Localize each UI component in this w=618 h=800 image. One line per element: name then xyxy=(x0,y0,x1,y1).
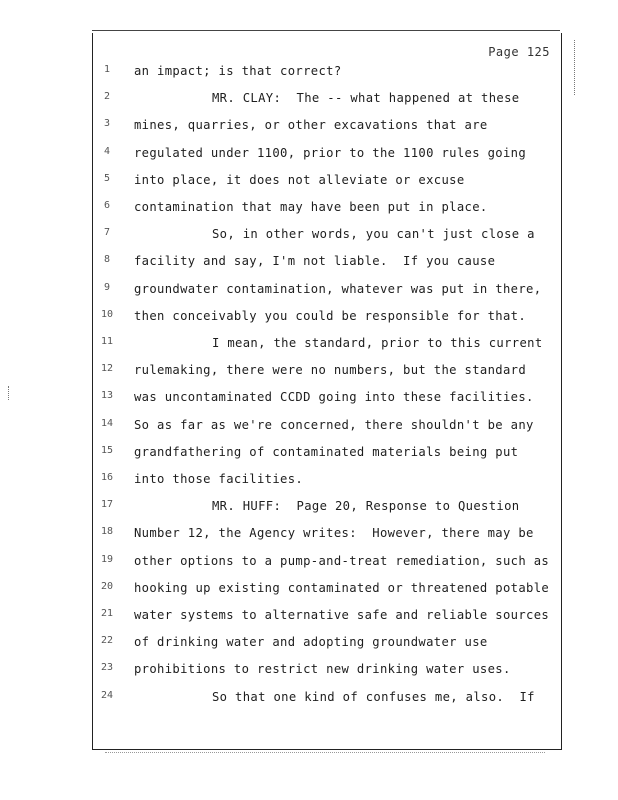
transcript-line xyxy=(0,608,618,634)
line-number: 19 xyxy=(100,553,114,565)
transcript-line xyxy=(0,254,618,280)
transcript-line xyxy=(0,472,618,498)
line-number: 16 xyxy=(100,472,114,483)
line-number: 5 xyxy=(103,172,111,184)
transcript-line xyxy=(0,499,618,525)
line-text: facility and say, I'm not liable. If you cause xyxy=(134,254,496,269)
line-text: I mean, the standard, prior to this current xyxy=(212,336,543,350)
transcript-line xyxy=(0,200,618,226)
transcript-line xyxy=(0,635,618,661)
line-number: 11 xyxy=(100,336,114,347)
line-text: MR. CLAY: The -- what happened at these xyxy=(212,91,520,106)
transcript-line xyxy=(0,146,618,172)
line-text: grandfathering of contaminated materials being put xyxy=(134,444,519,459)
line-text: MR. HUFF: Page 20, Response to Question xyxy=(212,499,520,514)
line-text: water systems to alternative safe and reliable sources xyxy=(134,608,550,622)
line-text: rulemaking, there were no numbers, but the standard xyxy=(134,363,527,378)
line-text: hooking up existing contaminated or threatened potable xyxy=(134,580,550,595)
line-text: So as far as we're concerned, there shouldn't be any xyxy=(134,417,534,432)
line-number: 4 xyxy=(103,145,111,157)
top-rule xyxy=(92,30,560,31)
line-number: 23 xyxy=(100,662,114,674)
line-text: into those facilities. xyxy=(134,472,304,486)
transcript-line xyxy=(0,390,618,416)
line-text: So, in other words, you can't just close a xyxy=(212,227,535,242)
line-number: 22 xyxy=(100,635,114,647)
transcript-line xyxy=(0,526,618,552)
line-number: 6 xyxy=(103,200,111,211)
line-number: 9 xyxy=(103,281,111,293)
transcript-line xyxy=(0,581,618,607)
line-text: an impact; is that correct? xyxy=(134,64,342,78)
line-text: then conceivably you could be responsible for that. xyxy=(134,308,527,323)
line-text: mines, quarries, or other excavations that are xyxy=(134,118,488,133)
line-text: Number 12, the Agency writes: However, there may be xyxy=(134,526,534,541)
line-number: 20 xyxy=(100,580,114,592)
line-text: into place, it does not alleviate or excuse xyxy=(134,172,465,187)
line-number: 17 xyxy=(100,499,114,511)
line-number: 1 xyxy=(103,64,111,75)
line-number: 8 xyxy=(103,254,111,266)
line-text: of drinking water and adopting groundwater use xyxy=(134,635,488,650)
line-number: 24 xyxy=(100,689,114,701)
bottom-rule xyxy=(105,752,545,753)
transcript-line xyxy=(0,418,618,444)
line-number: 12 xyxy=(100,363,114,375)
transcript-line xyxy=(0,91,618,117)
line-text: groundwater contamination, whatever was put in there, xyxy=(134,281,542,296)
transcript-line xyxy=(0,336,618,362)
line-text: was uncontaminated CCDD going into these facilities. xyxy=(134,390,534,405)
line-text: So that one kind of confuses me, also. If xyxy=(212,689,535,704)
page-number: Page 125 xyxy=(488,45,550,59)
transcript-line xyxy=(0,662,618,688)
transcript-line xyxy=(0,118,618,144)
line-text: regulated under 1100, prior to the 1100 rules going xyxy=(134,145,527,160)
transcript-line xyxy=(0,309,618,335)
line-number: 14 xyxy=(100,417,114,429)
transcript-line xyxy=(0,64,618,90)
line-number: 18 xyxy=(100,526,114,538)
line-number: 7 xyxy=(103,227,111,239)
line-number: 21 xyxy=(100,608,114,619)
line-text: contamination that may have been put in place. xyxy=(134,200,488,214)
line-text: prohibitions to restrict new drinking water uses. xyxy=(134,662,511,677)
transcript-line xyxy=(0,227,618,253)
transcript-line xyxy=(0,554,618,580)
line-number: 15 xyxy=(100,444,114,456)
line-number: 13 xyxy=(100,390,114,402)
line-number: 2 xyxy=(103,91,111,103)
line-number: 3 xyxy=(103,118,111,130)
line-number: 10 xyxy=(100,308,114,320)
transcript-line xyxy=(0,173,618,199)
transcript-line xyxy=(0,282,618,308)
transcript-line xyxy=(0,363,618,389)
transcript-line xyxy=(0,690,618,716)
transcript-line xyxy=(0,445,618,471)
line-text: other options to a pump-and-treat remediation, such as xyxy=(134,553,550,568)
